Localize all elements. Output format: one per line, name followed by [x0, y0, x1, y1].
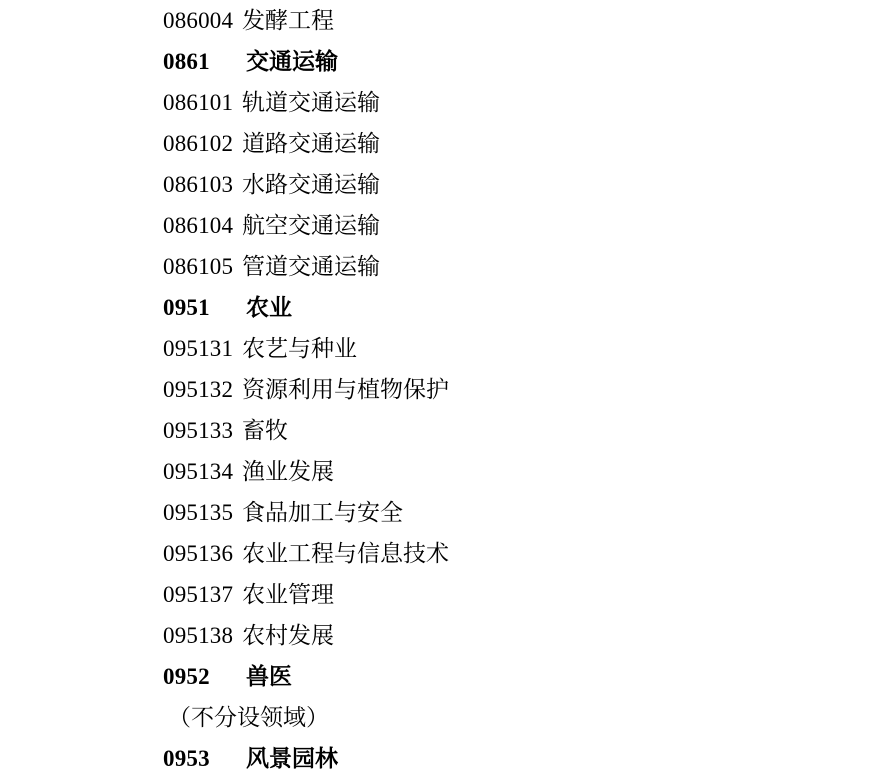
entry-name: 风景园林	[246, 746, 338, 771]
entry-code: 086104	[163, 213, 234, 238]
entry-code: 0951	[163, 295, 210, 320]
subcategory-row	[0, 164, 877, 205]
entry-name: 兽医	[246, 664, 292, 689]
entry-name: 农艺与种业	[242, 336, 357, 361]
entry-name: 发酵工程	[242, 8, 334, 33]
subcategory-row	[0, 410, 877, 451]
entry-code: 095132	[163, 377, 234, 402]
entry-code: 086101	[163, 90, 234, 115]
entry-name: 食品加工与安全	[242, 500, 403, 525]
subcategory-row	[0, 492, 877, 533]
entry-code: 0861	[163, 49, 210, 74]
subcategory-row	[0, 533, 877, 574]
entry-name: 水路交通运输	[242, 172, 380, 197]
subcategory-row	[0, 615, 877, 656]
entry-code: 086004	[163, 8, 234, 33]
subcategory-row	[0, 0, 877, 41]
subcategory-row	[0, 451, 877, 492]
entry-name: 管道交通运输	[242, 254, 380, 279]
entry-code: 095138	[163, 623, 234, 648]
subcategory-row	[0, 82, 877, 123]
subcategory-row	[0, 205, 877, 246]
entry-name: 轨道交通运输	[242, 90, 380, 115]
entry-code: 095133	[163, 418, 234, 443]
entry-name: 农业工程与信息技术	[242, 541, 449, 566]
entry-code: 095134	[163, 459, 234, 484]
note-row	[0, 697, 877, 738]
subcategory-row	[0, 123, 877, 164]
entry-code: 086105	[163, 254, 234, 279]
entry-name: 渔业发展	[242, 459, 334, 484]
entry-name: 农业	[246, 295, 292, 320]
major-category-row	[0, 738, 877, 779]
entry-name: 畜牧	[242, 418, 288, 443]
subcategory-row	[0, 574, 877, 615]
entry-name: 交通运输	[246, 49, 338, 74]
subcategory-row	[0, 328, 877, 369]
entry-code: 086102	[163, 131, 234, 156]
entry-name: 农村发展	[242, 623, 334, 648]
entry-code: 095135	[163, 500, 234, 525]
entry-name: （不分设领域）	[168, 705, 329, 730]
entry-name: 道路交通运输	[242, 131, 380, 156]
major-category-row	[0, 287, 877, 328]
entry-name: 农业管理	[242, 582, 334, 607]
entry-code: 095136	[163, 541, 234, 566]
subcategory-row	[0, 246, 877, 287]
entry-code: 0953	[163, 746, 210, 771]
major-category-row	[0, 656, 877, 697]
entry-name: 资源利用与植物保护	[242, 377, 449, 402]
entry-code: 086103	[163, 172, 234, 197]
entry-code: 095137	[163, 582, 234, 607]
major-category-row	[0, 41, 877, 82]
entry-code: 0952	[163, 664, 210, 689]
subcategory-row	[0, 369, 877, 410]
entry-code: 095131	[163, 336, 234, 361]
entry-name: 航空交通运输	[242, 213, 380, 238]
